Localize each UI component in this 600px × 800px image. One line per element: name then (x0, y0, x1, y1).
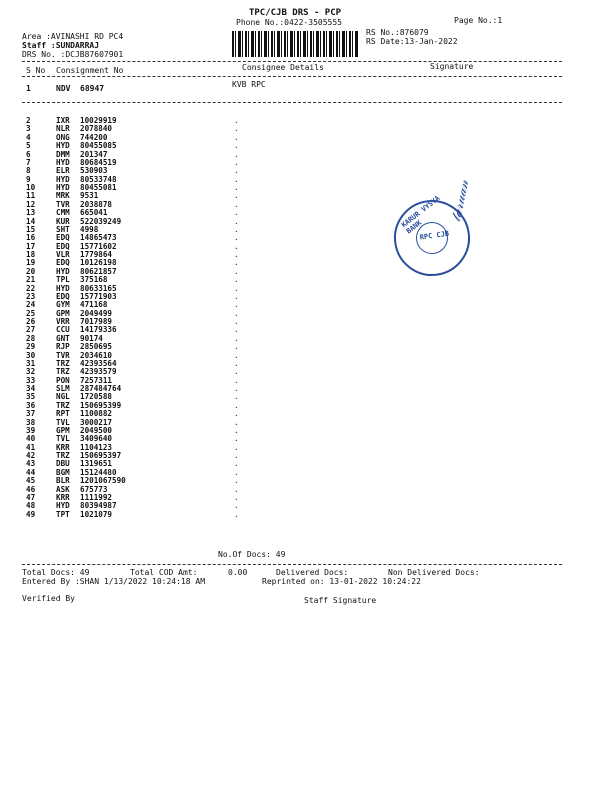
row-number: 522039249 (80, 216, 122, 226)
consignee-blank: . (234, 233, 239, 243)
row-code: GPM (56, 308, 70, 318)
row-number: 42393564 (80, 358, 117, 368)
row-code: GNT (56, 333, 70, 343)
row-sno: 5 (26, 141, 31, 151)
row-sno: 27 (26, 325, 36, 335)
consignee-blank: . (234, 467, 239, 477)
row-number: 2049500 (80, 425, 113, 435)
row-code: BGM (56, 467, 70, 477)
row-code: HYD (56, 501, 70, 511)
row-code: CCU (56, 325, 70, 335)
row-sno: 31 (26, 358, 36, 368)
row-number: 1100882 (80, 409, 113, 419)
reprinted-on: Reprinted on: 13-01-2022 10:24:22 (262, 577, 421, 586)
row-number: 3000217 (80, 417, 113, 427)
consignee-blank: . (234, 116, 239, 125)
total-cod-value: 0.00 (228, 568, 248, 577)
row-code: EDQ (56, 258, 70, 268)
row-sno: 12 (26, 199, 36, 209)
row-sno: 44 (26, 467, 36, 477)
consignee-blank: . (234, 367, 239, 377)
row-number: 80394987 (80, 501, 117, 511)
consignee-blank: . (234, 333, 239, 343)
row-code: ELR (56, 166, 70, 176)
divider (22, 61, 562, 62)
consignee-blank: . (234, 258, 239, 268)
total-docs: Total Docs: 49 (22, 568, 90, 577)
consignee-blank: . (234, 266, 239, 276)
row-code: HYD (56, 183, 70, 192)
row-sno: 33 (26, 375, 36, 385)
staff-label: Staff :SUNDARRAJ (22, 41, 100, 50)
row-sno: 41 (26, 442, 36, 452)
row-number: 675773 (80, 484, 108, 494)
row-code: EDQ (56, 241, 70, 251)
consignee-blank: . (234, 417, 239, 427)
consignee-blank: . (234, 442, 239, 452)
row-number: 15771903 (80, 291, 117, 301)
row-sno: 40 (26, 434, 36, 444)
consignee-blank: . (234, 124, 239, 134)
row-code: DMM (56, 149, 70, 159)
row-number: 80455085 (80, 141, 117, 151)
consignee-blank: . (234, 250, 239, 259)
row-code: TRZ (56, 367, 70, 377)
row-number: 80621857 (80, 266, 117, 276)
row-number: 530903 (80, 166, 108, 176)
row-code: TVL (56, 434, 70, 444)
row-sno: 26 (26, 317, 36, 326)
row-sno: 4 (26, 132, 31, 142)
consignee-blank: . (234, 509, 239, 519)
row-code: RJP (56, 342, 70, 352)
consignee-blank: . (234, 141, 239, 151)
row-number: 287484764 (80, 384, 122, 393)
consignee-blank: . (234, 476, 239, 486)
row-sno: 46 (26, 484, 36, 494)
divider (22, 76, 562, 77)
row-code: SLM (56, 384, 70, 393)
row-code: VRR (56, 317, 70, 326)
row-code: HYD (56, 141, 70, 151)
row-sno: 11 (26, 191, 36, 201)
row-number: 80633165 (80, 283, 117, 293)
row-number: 3409640 (80, 434, 113, 444)
row-sno: 21 (26, 275, 36, 285)
row-code: GPM (56, 425, 70, 435)
row-number: 10029919 (80, 116, 117, 125)
row-sno: 45 (26, 476, 36, 486)
row-sno: 7 (26, 157, 31, 167)
row-sno: 25 (26, 308, 36, 318)
row-number: 2850695 (80, 342, 113, 352)
row-number: 90174 (80, 333, 103, 343)
row-number: 471168 (80, 300, 108, 310)
row-sno: 35 (26, 392, 36, 402)
row-code: CMM (56, 208, 70, 218)
row-code: GYM (56, 300, 70, 310)
row-sno: 37 (26, 409, 36, 419)
row-sno: 22 (26, 283, 36, 293)
consignee-blank: . (234, 157, 239, 167)
first-row-code: NDV (56, 84, 71, 93)
document-title: TPC/CJB DRS - PCP (248, 8, 342, 18)
row-code: VLR (56, 250, 70, 259)
row-sno: 29 (26, 342, 36, 352)
row-sno: 34 (26, 384, 36, 393)
row-number: 80455081 (80, 183, 117, 192)
consignee-blank: . (234, 392, 239, 402)
row-code: NLR (56, 124, 70, 134)
row-code: DBU (56, 459, 70, 469)
divider (22, 564, 562, 565)
area-label: Area :AVINASHI RD PC4 (22, 32, 124, 41)
row-code: SHT (56, 224, 70, 234)
row-code: EDQ (56, 233, 70, 243)
consignee-blank: . (234, 317, 239, 326)
row-number: 1720588 (80, 392, 113, 402)
row-number: 150695397 (80, 451, 122, 460)
table-row (22, 511, 262, 519)
row-code: TRZ (56, 451, 70, 460)
row-number: 665041 (80, 208, 108, 218)
row-sno: 23 (26, 291, 36, 301)
row-sno: 32 (26, 367, 36, 377)
consignee-blank: . (234, 400, 239, 410)
row-sno: 28 (26, 333, 36, 343)
row-number: 14865473 (80, 233, 117, 243)
row-number: 7257311 (80, 375, 113, 385)
col-sno: S No (26, 66, 46, 75)
col-consignee: Consignee Details (242, 63, 324, 72)
consignee-blank: . (234, 183, 239, 192)
row-sno: 47 (26, 492, 36, 502)
row-code: RPT (56, 409, 70, 419)
row-sno: 48 (26, 501, 36, 511)
row-number: 1201067590 (80, 476, 126, 486)
row-number: 80533748 (80, 174, 117, 184)
row-sno: 14 (26, 216, 36, 226)
consignee-blank: . (234, 358, 239, 368)
row-code: PON (56, 375, 70, 385)
consignee-blank: . (234, 375, 239, 385)
first-row-number: 68947 (80, 84, 105, 93)
no-of-docs: No.Of Docs: 49 (218, 550, 286, 559)
row-code: ONG (56, 132, 70, 142)
row-sno: 24 (26, 300, 36, 310)
drs-number: DRS No. :DCJB87607901 (22, 50, 124, 59)
row-number: 2078840 (80, 124, 113, 134)
non-delivered-docs: Non Delivered Docs: (388, 568, 480, 577)
row-code: KRR (56, 492, 70, 502)
row-number: 1779864 (80, 250, 113, 259)
row-code: NGL (56, 392, 70, 402)
row-code: ASK (56, 484, 70, 494)
first-row-sno: 1 (26, 84, 31, 93)
row-code: HYD (56, 174, 70, 184)
row-code: TVL (56, 417, 70, 427)
row-sno: 19 (26, 258, 36, 268)
row-sno: 38 (26, 417, 36, 427)
consignee-blank: . (234, 300, 239, 310)
row-sno: 36 (26, 400, 36, 410)
row-code: TVR (56, 199, 70, 209)
consignment-list (22, 117, 262, 519)
row-code: TVR (56, 350, 70, 360)
consignee-blank: . (234, 451, 239, 460)
row-number: 15124480 (80, 467, 117, 477)
row-sno: 10 (26, 183, 36, 192)
row-code: TPL (56, 275, 70, 285)
consignee-blank: . (234, 459, 239, 469)
row-number: 150695399 (80, 400, 122, 410)
row-sno: 17 (26, 241, 36, 251)
col-consignment: Consignment No (56, 66, 124, 75)
consignee-blank: . (234, 384, 239, 393)
row-code: BLR (56, 476, 70, 486)
row-number: 375168 (80, 275, 108, 285)
rs-number: RS No.:876079 (366, 28, 429, 37)
row-number: 80684519 (80, 157, 117, 167)
consignee-blank: . (234, 308, 239, 318)
row-code: KRR (56, 442, 70, 452)
consignee-blank: . (234, 191, 239, 201)
row-number: 1104123 (80, 442, 113, 452)
consignee-blank: . (234, 492, 239, 502)
total-cod-label: Total COD Amt: (130, 568, 198, 577)
row-number: 42393579 (80, 367, 117, 377)
row-code: HYD (56, 266, 70, 276)
page-number: Page No.:1 (454, 16, 503, 25)
consignee-blank: . (234, 216, 239, 226)
row-number: 201347 (80, 149, 108, 159)
row-sno: 9 (26, 174, 31, 184)
phone-number: Phone No.:0422-3505555 (236, 18, 342, 27)
row-code: HYD (56, 283, 70, 293)
consignee-blank: . (234, 224, 239, 234)
row-sno: 30 (26, 350, 36, 360)
rs-date: RS Date:13-Jan-2022 (366, 37, 458, 46)
consignee-blank: . (234, 501, 239, 511)
stamp-outer-text: KARUR VYSYA BANK (400, 194, 442, 236)
row-number: 10126198 (80, 258, 117, 268)
row-sno: 42 (26, 451, 36, 460)
row-sno: 2 (26, 116, 31, 125)
row-number: 2038878 (80, 199, 113, 209)
barcode (232, 31, 358, 57)
row-code: TRZ (56, 400, 70, 410)
consignee-blank: . (234, 350, 239, 360)
staff-signature: Staff Signature (304, 596, 377, 605)
consignee-blank: . (234, 291, 239, 301)
row-number: 14179336 (80, 325, 117, 335)
consignee-blank: . (234, 425, 239, 435)
row-number: 15771602 (80, 241, 117, 251)
row-sno: 13 (26, 208, 36, 218)
row-number: 1021079 (80, 509, 113, 519)
consignee-blank: . (234, 409, 239, 419)
consignee-blank: . (234, 325, 239, 335)
consignee-blank: . (234, 283, 239, 293)
row-number: 744200 (80, 132, 108, 142)
row-code: IXR (56, 116, 70, 125)
consignee-blank: . (234, 241, 239, 251)
entered-by: Entered By :SHAN 1/13/2022 10:24:18 AM (22, 577, 206, 586)
row-code: MRK (56, 191, 70, 201)
row-code: TRZ (56, 358, 70, 368)
row-number: 1319651 (80, 459, 113, 469)
row-number: 2049499 (80, 308, 113, 318)
row-number: 7017989 (80, 317, 113, 326)
consignee-blank: . (234, 199, 239, 209)
first-row-consignee: KVB RPC (232, 80, 266, 89)
handwritten-signature: 𝓉𝒶𝓇𝓊𝒶𝓃 (448, 178, 473, 224)
row-sno: 3 (26, 124, 31, 134)
consignee-blank: . (234, 434, 239, 444)
delivered-docs: Delivered Docs: (276, 568, 349, 577)
row-sno: 20 (26, 266, 36, 276)
row-sno: 39 (26, 425, 36, 435)
row-code: KUR (56, 216, 70, 226)
row-sno: 6 (26, 149, 31, 159)
row-sno: 43 (26, 459, 36, 469)
row-sno: 8 (26, 166, 31, 176)
row-sno: 16 (26, 233, 36, 243)
row-number: 4998 (80, 224, 99, 234)
row-code: EDQ (56, 291, 70, 301)
row-code: HYD (56, 157, 70, 167)
row-number: 1111992 (80, 492, 113, 502)
consignee-blank: . (234, 174, 239, 184)
consignee-blank: . (234, 484, 239, 494)
consignee-blank: . (234, 166, 239, 176)
verified-by: Verified By (22, 594, 75, 603)
row-sno: 15 (26, 224, 36, 234)
consignee-blank: . (234, 275, 239, 285)
row-number: 9531 (80, 191, 99, 201)
row-number: 2034610 (80, 350, 113, 360)
col-signature: Signature (430, 62, 474, 71)
divider (22, 102, 562, 103)
row-sno: 49 (26, 509, 36, 519)
consignee-blank: . (234, 208, 239, 218)
consignee-blank: . (234, 342, 239, 352)
consignee-blank: . (234, 149, 239, 159)
consignee-blank: . (234, 132, 239, 142)
row-sno: 18 (26, 250, 36, 259)
row-code: TPT (56, 509, 70, 519)
stamp-inner-text: RPC CJB (419, 229, 450, 242)
